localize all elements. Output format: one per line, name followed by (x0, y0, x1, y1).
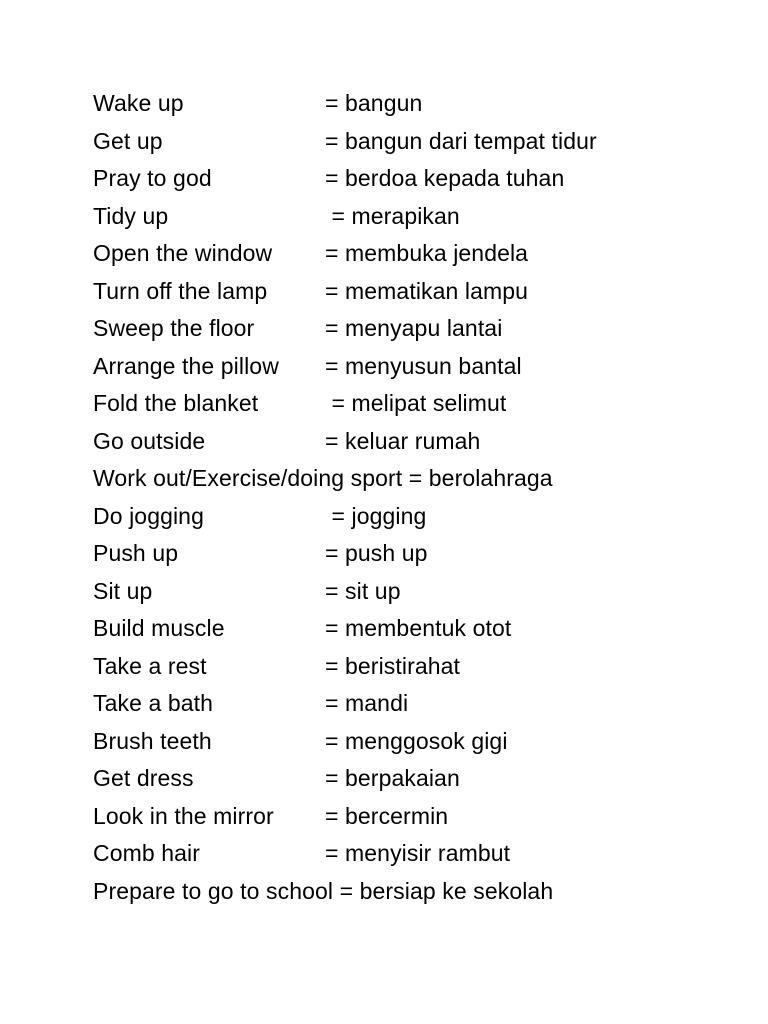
list-item (93, 123, 733, 161)
term: Get up (93, 127, 163, 154)
list-item (93, 835, 733, 873)
list-item (93, 198, 733, 236)
term: Push up (93, 540, 179, 566)
term: Turn off the lamp (93, 277, 268, 304)
meaning: = jogging (325, 502, 427, 529)
meaning: = merapikan (325, 202, 460, 229)
list-item (93, 235, 733, 273)
meaning: = mandi (325, 690, 409, 716)
list-item (93, 310, 733, 348)
meaning: = beristirahat (325, 652, 460, 679)
list-item (93, 498, 733, 536)
term: Tidy up (93, 202, 169, 229)
term: Get dress (93, 765, 194, 791)
term: Open the window (93, 240, 273, 266)
term: Fold the blanket (93, 390, 259, 416)
term: Brush teeth (93, 727, 212, 754)
term: Arrange the pillow (93, 352, 279, 379)
list-item-full-line: Work out/Exercise/doing sport = berolahraga (93, 465, 553, 491)
list-item (93, 273, 733, 311)
term: Go outside (93, 427, 206, 454)
meaning: = menyapu lantai (325, 315, 503, 341)
meaning: = menggosok gigi (325, 727, 508, 754)
meaning: = berdoa kepada tuhan (325, 165, 565, 191)
term: Take a bath (93, 690, 214, 716)
term: Wake up (93, 90, 184, 116)
list-item (93, 760, 733, 798)
meaning: = membuka jendela (325, 240, 529, 266)
term: Do jogging (93, 502, 204, 529)
meaning: = melipat selimut (325, 390, 507, 416)
list-item (93, 573, 733, 611)
meaning: = menyisir rambut (325, 840, 511, 866)
meaning: = berpakaian (325, 765, 460, 791)
term: Comb hair (93, 840, 200, 866)
list-item (93, 685, 733, 723)
term: Take a rest (93, 652, 207, 679)
term: Build muscle (93, 615, 225, 641)
list-item-full-line: Prepare to go to school = bersiap ke sekolah (93, 877, 554, 904)
list-item (93, 610, 733, 648)
list-item (93, 385, 733, 423)
list-item (93, 160, 733, 198)
vocabulary-list (93, 85, 733, 910)
meaning: = bangun dari tempat tidur (325, 127, 597, 154)
term: Look in the mirror (93, 802, 274, 829)
meaning: = menyusun bantal (325, 352, 522, 379)
list-item (93, 798, 733, 836)
list-item (93, 535, 733, 573)
meaning: = keluar rumah (325, 427, 481, 454)
list-item (93, 423, 733, 461)
term: Sit up (93, 577, 153, 604)
list-item (93, 348, 733, 386)
meaning: = bercermin (325, 802, 449, 829)
list-item (93, 648, 733, 686)
meaning: = bangun (325, 90, 423, 116)
list-item (93, 723, 733, 761)
meaning: = push up (325, 540, 428, 566)
meaning: = sit up (325, 577, 401, 604)
list-item (93, 85, 733, 123)
term: Pray to god (93, 165, 212, 191)
meaning: = mematikan lampu (325, 277, 529, 304)
meaning: = membentuk otot (325, 615, 512, 641)
term: Sweep the floor (93, 315, 255, 341)
